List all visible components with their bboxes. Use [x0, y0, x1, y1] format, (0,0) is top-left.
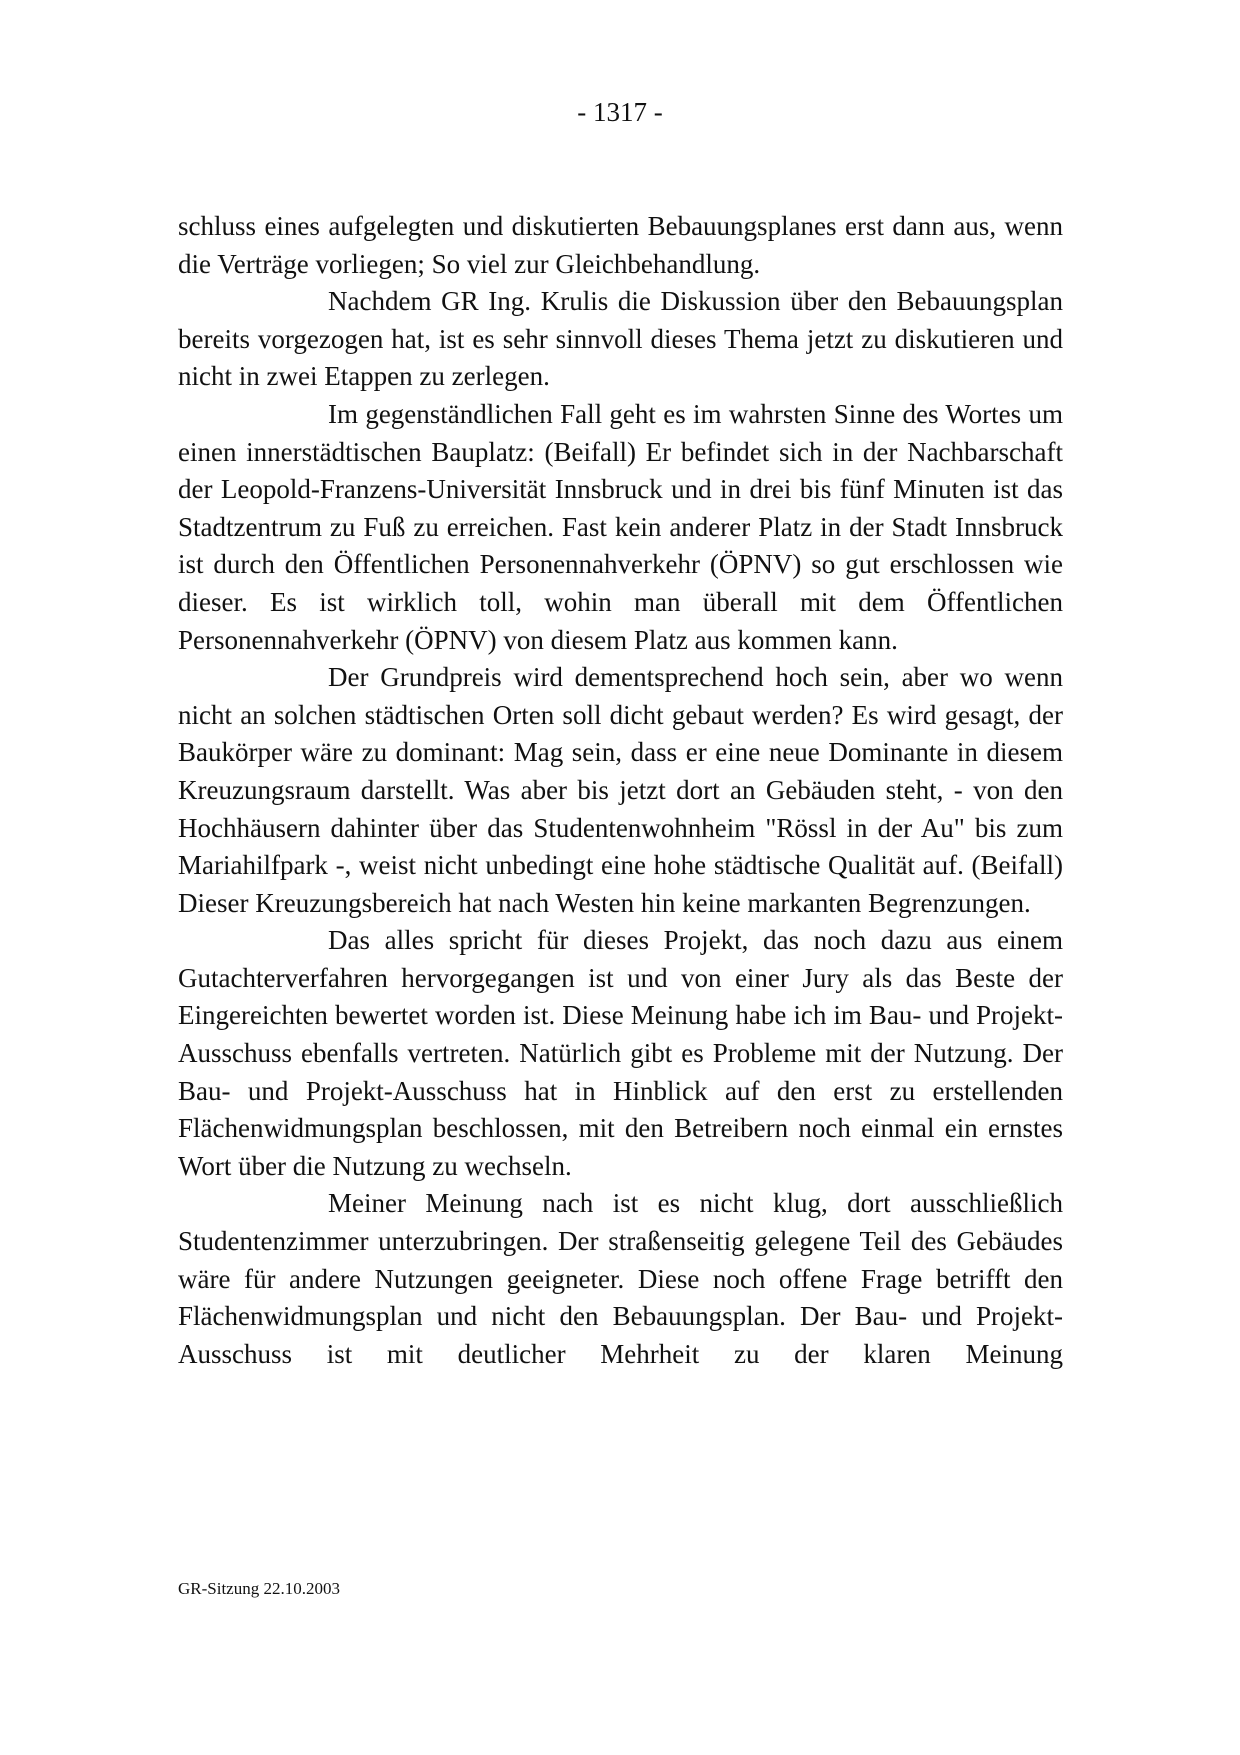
- paragraph-grundpreis: Der Grundpreis wird dementsprechend hoch sein, aber wo wenn nicht an solchen städtischen Orten soll dicht gebaut werden? Es wird gesagt, der Baukörper wäre zu dominant: Mag sein, dass er eine neue Dominante in diesem Kreuzungsraum darstellt. Was aber bis jetzt dort an Gebäuden steht, - von den Hochhäusern dahinter über das Studentenwohnheim "Rössl in der Au" bis zum Mariahilfpark -, weist nicht unbedingt eine hohe städtische Qualität auf. (Beifall) Dieser Kreuzungsbereich hat nach Westen hin keine markanten Begrenzungen.: [178, 662, 1063, 918]
- footer-session-date: GR-Sitzung 22.10.2003: [178, 1579, 340, 1598]
- paragraph-nutzung: Meiner Meinung nach ist es nicht klug, dort ausschließlich Studentenzimmer unterzubringen. Der straßenseitig gelegene Teil des Gebäudes wäre für andere Nutzungen geeigneter. Diese noch offene Frage betrifft den Flächenwidmungsplan und nicht den Bebauungsplan. Der Bau- und Projekt-Ausschuss ist mit deutlicher Mehrheit zu der klaren Meinung: [178, 1188, 1063, 1369]
- paragraph-bauplatz: Im gegenständlichen Fall geht es im wahrsten Sinne des Wortes um einen innerstädtischen Bauplatz: (Beifall) Er befindet sich in der Nachbarschaft der Leopold-Franzens-Universität Innsbruck und in drei bis fünf Minuten ist das Stadtzentrum zu Fuß zu erreichen. Fast kein anderer Platz in der Stadt Innsbruck ist durch den Öffentlichen Personennahverkehr (ÖPNV) so gut erschlossen wie dieser. Es ist wirklich toll, wohin man überall mit dem Öffentlichen Personennahverkehr (ÖPNV) von diesem Platz aus kommen kann.: [178, 398, 1063, 655]
- page-number: - 1317 -: [577, 97, 663, 127]
- paragraph-continuation: schluss eines aufgelegten und diskutierten Bebauungsplanes erst dann aus, wenn die Verträge vorliegen; So viel zur Gleichbehandlung.: [178, 211, 1063, 279]
- paragraph-projekt: Das alles spricht für dieses Projekt, das noch dazu aus einem Gutachterverfahren hervorgegangen ist und von einer Jury als das Beste der Eingereichten bewertet worden ist. Diese Meinung habe ich im Bau- und Projekt-Ausschuss ebenfalls vertreten. Natürlich gibt es Probleme mit der Nutzung. Der Bau- und Projekt-Ausschuss hat in Hinblick auf den erst zu erstellenden Flächenwidmungsplan beschlossen, mit den Betreibern noch einmal ein ernstes Wort über die Nutzung zu wechseln.: [178, 925, 1063, 1181]
- paragraph-diskussion: Nachdem GR Ing. Krulis die Diskussion über den Bebauungsplan bereits vorgezogen hat, ist es sehr sinnvoll dieses Thema jetzt zu diskutieren und nicht in zwei Etappen zu zerlegen.: [178, 286, 1063, 392]
- page-body: [178, 208, 1063, 1373]
